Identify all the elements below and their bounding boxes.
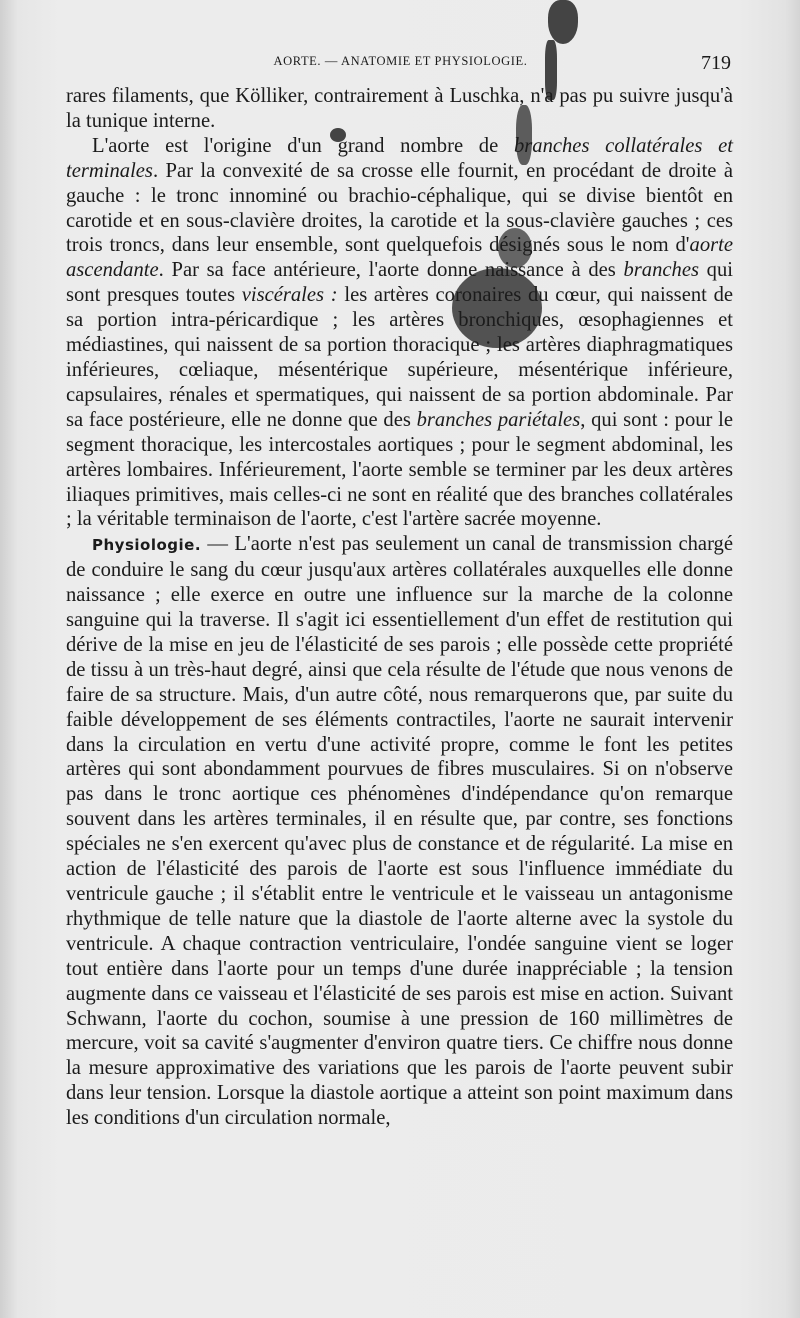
- body-text: [66, 84, 733, 1131]
- running-title: AORTE. — ANATOMIE ET PHYSIOLOGIE.: [273, 54, 528, 68]
- paragraph-branches: L'aorte est l'origine d'un grand nombre de branches collatérales et terminales. Par la convexité de sa crosse elle fournit, en procédant de droite à gauche : le tronc innominé ou brachio-céphalique, qui se divise bientôt en carotide et en sous-clavière droites, la carotide et la sous-clavière gauches ; ces trois troncs, dans leur ensemble, sont quelquefois désignés sous le nom d'aorte ascendante. Par sa face antérieure, l'aorte donne naissance à des branches qui sont presques toutes viscérales : les artères coronaires du cœur, qui naissent de sa portion intra-péricardique ; les artères bronchiques, œsophagiennes et médiastines, qui naissent de sa portion thoracique ; les artères diaphragmatiques inférieures, cœliaque, mésentérique supérieure, mésentérique inférieure, capsulaires, rénales et spermatiques, qui naissent de sa portion abdominale. Par sa face postérieure, elle ne donne que des branches pariétales, qui sont : pour le segment thoracique, les intercostales aortiques ; pour le segment abdominal, les artères lombaires. Inférieurement, l'aorte semble se terminer par les deux artères iliaques primitives, mais celles-ci ne sont en réalité que des branches collatérales ; la véritable terminaison de l'aorte, c'est l'artère sacrée moyenne.: [66, 134, 734, 531]
- ink-stain-top: [548, 0, 578, 44]
- page-header: [68, 50, 733, 80]
- section-heading: Physiologie.: [92, 536, 202, 555]
- paragraph-continuation: rares filaments, que Kölliker, contrairement à Luschka, n'a pas pu suivre jusqu'à la tunique interne.: [66, 85, 733, 132]
- paragraph-physiologie: Physiologie. — L'aorte n'est pas seulement un canal de transmission chargé de conduire le sang du cœur jusqu'aux artères collatérales auxquelles elle donne naissance ; elle exerce en outre une influence sur la marche de la colonne sanguine qui la traverse. Il s'agit ici essentiellement d'un effet de restitution qui dérive de la mise en jeu de l'élasticité de ses parois ; elle possède cette propriété de tissu à un très-haut degré, ainsi que cela résulte de l'étude que nous venons de faire de sa structure. Mais, d'un autre côté, nous remarquerons que, par suite du faible développement de ses éléments contractiles, l'aorte ne saurait intervenir dans la circulation en vertu d'une activité propre, comme le font les petites artères qui sont abondamment pourvues de fibres musculaires. Si on n'observe pas dans le tronc aortique ces phénomènes d'indépendance qu'on remarque souvent dans les artères terminales, il en résulte que, par contre, ses fonctions spéciales ne s'en exercent qu'avec plus de constance et de régularité. La mise en action de l'élasticité des parois de l'aorte est sous l'influence immédiate du ventricule gauche ; il s'établit entre le ventricule et le vaisseau un antagonisme rhythmique de telle nature que la diastole de l'aorte alterne avec la systole du ventricule. A chaque contraction ventriculaire, l'ondée sanguine vient se loger tout entière dans l'aorte pour un temps d'une durée inappréciable ; la tension augmente dans ce vaisseau et l'élasticité de ses parois est mise en action. Suivant Schwann, l'aorte du cochon, soumise à une pression de 160 millimètres de mercure, voit sa cavité s'augmenter d'environ quatre tiers. Ce chiffre nous donne la mesure approximative des variations que les parois de l'aorte peuvent subir dans leur tension. Lorsque la diastole aortique a atteint son point maximum dans les conditions d'un circulation normale,: [66, 533, 733, 1130]
- page-number: 719: [701, 52, 731, 74]
